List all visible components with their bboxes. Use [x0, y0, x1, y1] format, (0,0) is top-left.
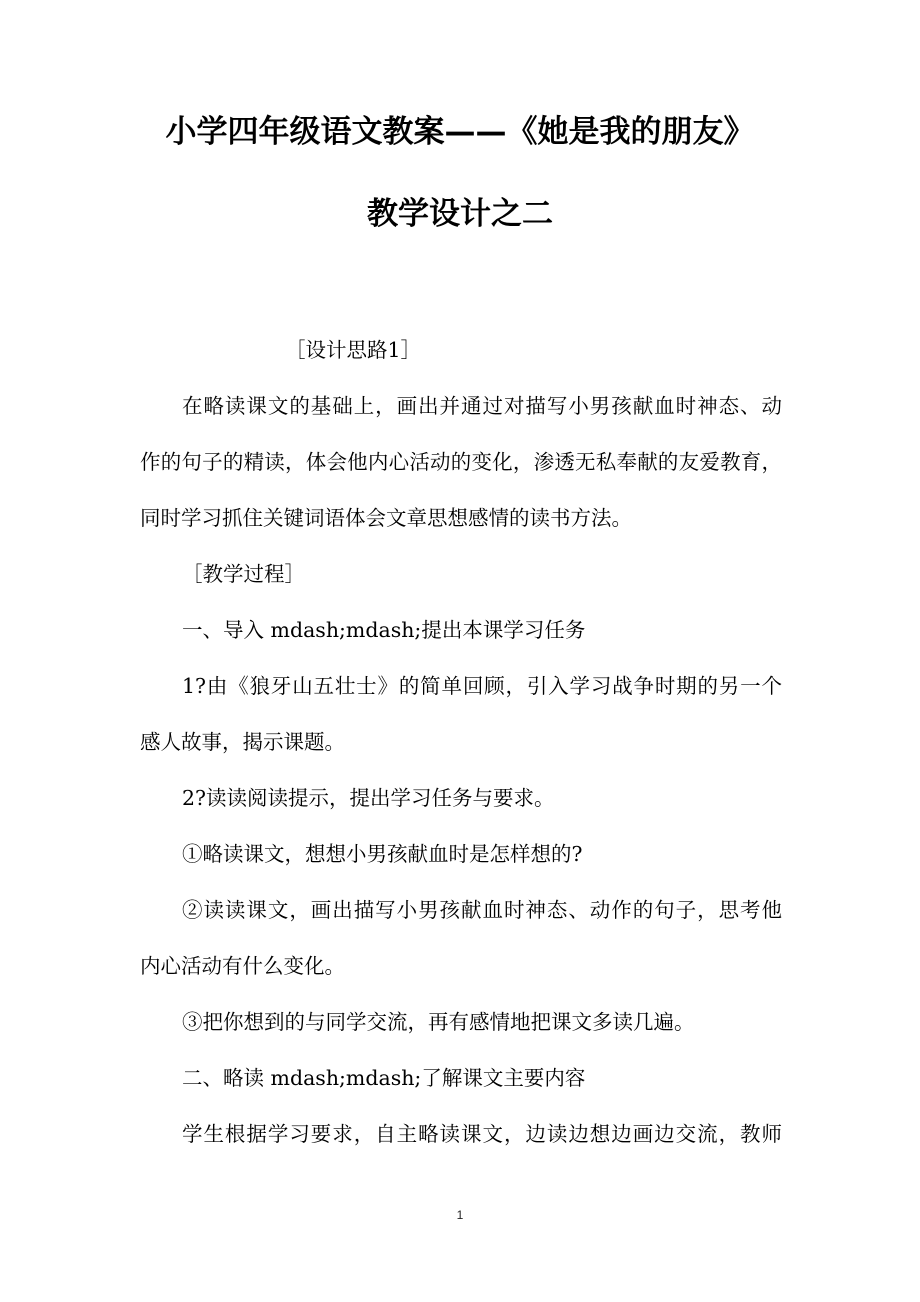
doc-title-line2: 教学设计之二 [367, 196, 553, 232]
sub-item3: ③把你想到的与同学交流，再有感情地把课文多读几遍。 [182, 1010, 695, 1034]
sub-item2-line2: 内心活动有什么变化。 [140, 954, 345, 978]
item2: 2?读读阅读提示，提出学习任务与要求。 [182, 786, 555, 810]
item1-line1: 1?由《狼牙山五壮士》的简单回顾，引入学习战争时期的另一个 [182, 674, 782, 698]
last-para-line1: 学生根据学习要求，自主略读课文，边读边想边画边交流，教师 [182, 1122, 782, 1146]
section2-heading: 二、略读 mdash;mdash;了解课文主要内容 [182, 1066, 586, 1090]
item1-line2: 感人故事，揭示课题。 [140, 730, 345, 754]
design-para-line1: 在略读课文的基础上，画出并通过对描写小男孩献血时神态、动 [182, 394, 782, 418]
doc-title-line1: 小学四年级语文教案——《她是我的朋友》 [165, 114, 755, 150]
design-para-line2: 作的句子的精读，体会他内心活动的变化，渗透无私奉献的友爱教育， [140, 450, 782, 474]
design-heading: ［设计思路1］ [285, 338, 422, 362]
process-heading: ［教学过程］ [182, 562, 305, 586]
design-para-line3: 同时学习抓住关键词语体会文章思想感情的读书方法。 [140, 506, 632, 530]
section1-heading: 一、导入 mdash;mdash;提出本课学习任务 [182, 618, 586, 642]
sub-item1: ①略读课文，想想小男孩献血时是怎样想的? [182, 842, 583, 866]
sub-item2-line1: ②读读课文，画出描写小男孩献血时神态、动作的句子，思考他 [182, 898, 782, 922]
page-number: 1 [456, 1208, 464, 1222]
